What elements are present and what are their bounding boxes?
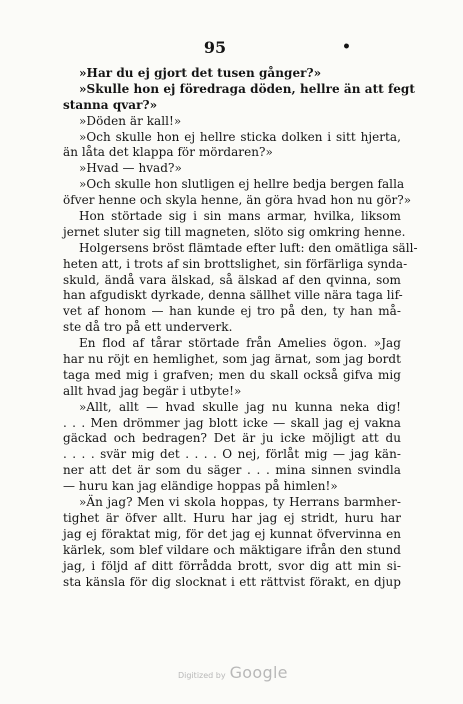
text-line: ste då tro på ett underverk. bbox=[63, 320, 233, 335]
text-line: taga med mig i grafven; men du skall också gifva mig bbox=[63, 367, 401, 382]
text-line: vet af honom — han kunde ej tro på den, ty han må- bbox=[63, 304, 401, 319]
text-line: tighet är öfver allt. Huru har jag ej stridt, huru har bbox=[63, 510, 401, 525]
text-line: gäckad och bedragen? Det är ju icke möjligt att du bbox=[63, 431, 401, 446]
text-line: »Allt, allt — hvad skulle jag nu kunna neka dig! bbox=[79, 399, 401, 414]
text-line: — huru kan jag eländige hoppas på himlen!» bbox=[63, 479, 338, 494]
text-line: kärlek, som blef vildare och mäktigare ifrån den stund bbox=[63, 542, 401, 557]
watermark-caption: Digitized by bbox=[178, 671, 226, 680]
text-line: sta känsla för dig slocknat i ett rättvist förakt, en djup bbox=[63, 574, 401, 589]
page-number: 95 bbox=[203, 38, 227, 57]
text-line: öfver henne och skyla henne, än göra hvad hon nu gör?» bbox=[63, 193, 412, 208]
text-line: »Skulle hon ej föredraga döden, hellre än att fegt bbox=[79, 81, 415, 96]
text-line: »Har du ej gjort det tusen gånger?» bbox=[79, 66, 322, 80]
page-mark: • bbox=[342, 39, 351, 55]
text-line: skuld, ändå vara älskad, så älskad af den qvinna, som bbox=[63, 272, 401, 287]
text-line: jernet sluter sig till magneten, slöto sig omkring henne. bbox=[63, 224, 406, 239]
text-line: heten att, i trots af sin brottslighet, sin förfärliga synda- bbox=[63, 256, 408, 271]
text-line: Holgersens bröst flämtade efter luft: den omätliga säll- bbox=[79, 240, 418, 255]
text-line: »Hvad — hvad?» bbox=[79, 161, 182, 176]
text-line: »Och skulle hon slutligen ej hellre bedja bergen falla bbox=[79, 177, 405, 192]
text-line: . . . Men drömmer jag blott icke — skall jag ej vakna bbox=[63, 415, 401, 430]
text-line: . . . . svär mig det . . . . O nej, förlåt mig — jag kän- bbox=[63, 447, 401, 462]
text-line: har nu röjt en hemlighet, som jag ärnat, som jag bordt bbox=[63, 352, 401, 367]
text-line: stanna qvar?» bbox=[63, 97, 158, 112]
text-line: än låta det klappa för mördaren?» bbox=[63, 145, 273, 160]
text-line: »Och skulle hon ej hellre sticka dolken i sitt hjerta, bbox=[79, 129, 401, 144]
text-line: han afgudiskt dyrkade, denna sällhet ville nära taga lif- bbox=[63, 288, 403, 303]
google-logo: Google bbox=[229, 663, 288, 682]
text-line: jag, i följd af ditt förrådda brott, svor dig att min si- bbox=[63, 558, 401, 573]
text-line: jag ej föraktat mig, för det jag ej kunnat öfvervinna en bbox=[63, 526, 401, 541]
text-line: Hon störtade sig i sin mans armar, hvilka, liksom bbox=[79, 209, 401, 224]
text-line: ner att det är som du säger . . . mina sinnen svindla bbox=[63, 463, 401, 478]
text-line: En flod af tårar störtade från Amelies ögon. »Jag bbox=[79, 336, 401, 351]
book-text bbox=[63, 66, 418, 590]
digitized-by-google-watermark bbox=[178, 663, 288, 682]
text-line: »Än jag? Men vi skola hoppas, ty Herrans barmher- bbox=[79, 495, 401, 510]
text-line: »Döden är kall!» bbox=[79, 113, 182, 128]
text-line: allt hvad jag begär i utbyte!» bbox=[63, 383, 242, 398]
